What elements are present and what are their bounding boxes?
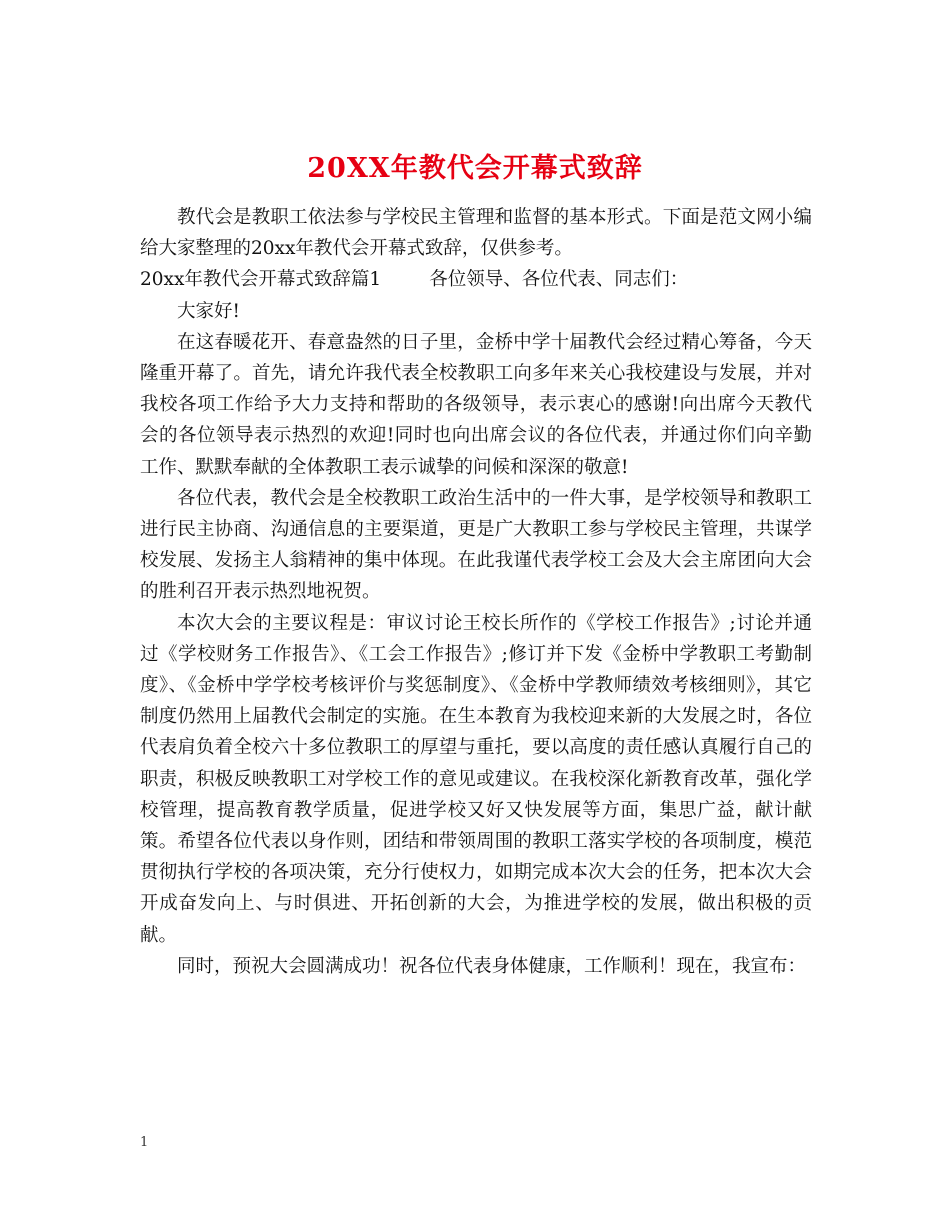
salutation-paragraph: 大家好! [177,300,240,322]
intro-paragraph: 教代会是教职工依法参与学校民主管理和监督的基本形式。下面是范文网小编给大家整理的20xx年教代会开幕式致辞，仅供参考。 [140,207,812,260]
document-title: 20XX年教代会开幕式致辞 [307,153,643,185]
body-paragraph: 本次大会的主要议程是：审议讨论王校长所作的《学校工作报告》;讨论并通过《学校财务工作报告》、《工会工作报告》;修订并下发《金桥中学教职工考勤制度》、《金桥中学学校考核评价与奖惩制度》、《金桥中学教师绩效考核细则》，其它制度仍然用上届教代会制定的实施。在生本教育为我校迎来新的大发展之时，各位代表肩负着全校六十多位教职工的厚望与重托，要以高度的责任感认真履行自己的职责，积极反映教职工对学校工作的意见或建议。在我校深化新教育改革，强化学校管理，提高教育教学质量，促进学校又好又快发展等方面，集思广益，献计献策。希望各位代表以身作则，团结和带领周围的教职工落实学校的各项制度，模范贯彻执行学校的各项决策，充分行使权力，如期完成本次大会的任务，把本次大会开成奋发向上、与时俱进、开拓创新的大会，为推进学校的发展，做出积极的贡献。 [140,612,812,946]
body-paragraph: 在这春暖花开、春意盎然的日子里，金桥中学十届教代会经过精心筹备，今天隆重开幕了。首先，请允许我代表全校教职工向多年来关心我校建设与发展，并对我校各项工作给予大力支持和帮助的各级领导，表示衷心的感谢!向出席今天教代会的各位领导表示热烈的欢迎!同时也向出席会议的各位代表，并通过你们向辛勤工作、默默奉献的全体教职工表示诚挚的问候和深深的敬意! [140,331,812,478]
page-number: 1 [140,1135,149,1150]
section-line [140,264,812,295]
body-paragraph: 各位代表，教代会是全校教职工政治生活中的一件大事，是学校领导和教职工进行民主协商、沟通信息的主要渠道，更是广大教职工参与学校民主管理，共谋学校发展、发扬主人翁精神的集中体现。在此我谨代表学校工会及大会主席团向大会的胜利召开表示热烈地祝贺。 [140,487,812,603]
document-body [140,202,812,982]
section-heading: 20xx年教代会开幕式致辞篇1 [140,269,382,291]
closing-paragraph: 同时，预祝大会圆满成功！祝各位代表身体健康，工作顺利！现在，我宣布： [177,955,807,977]
greeting: 各位领导、各位代表、同志们： [429,269,689,291]
